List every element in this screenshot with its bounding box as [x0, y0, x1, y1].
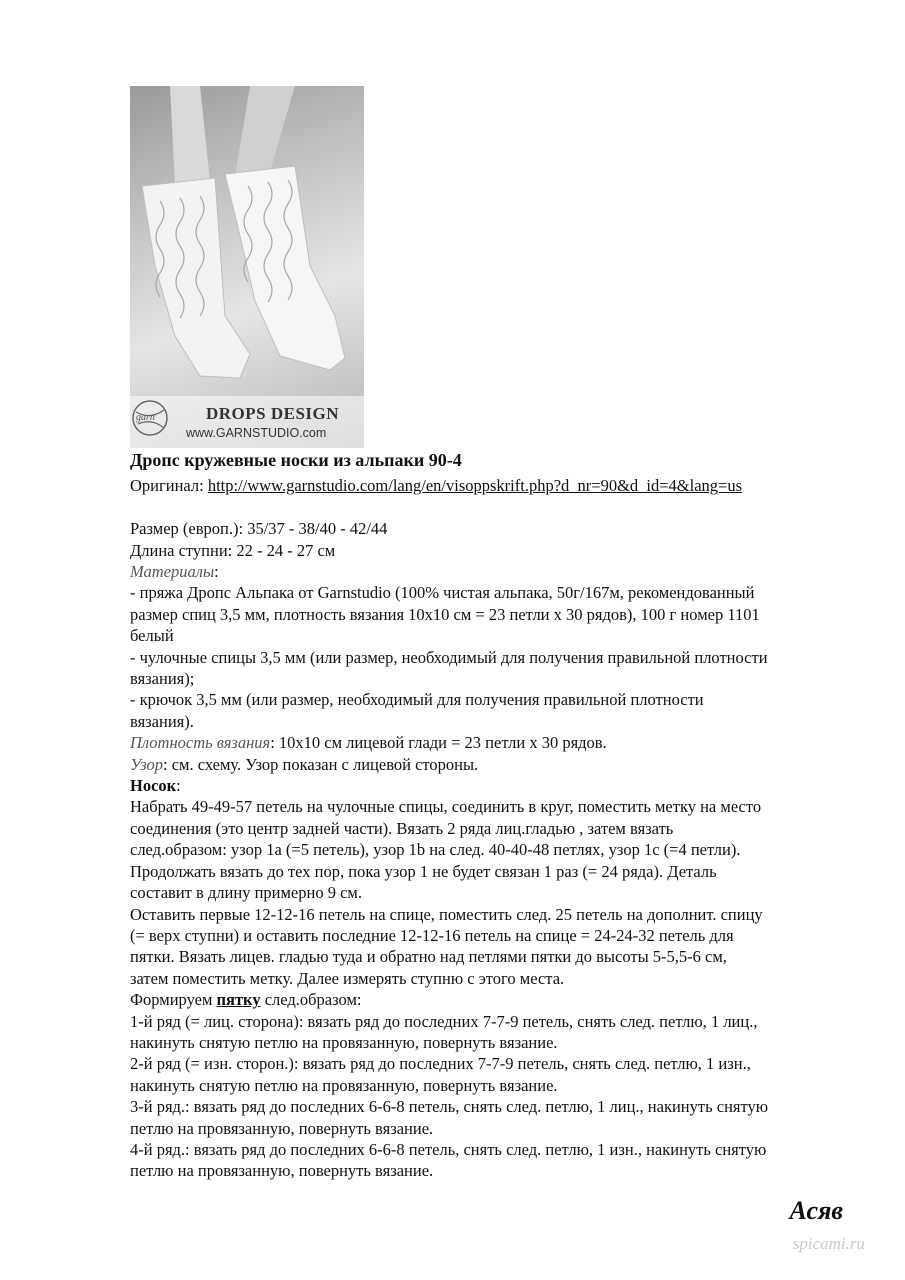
paragraph-line: Набрать 49-49-57 петель на чулочные спицы, соединить в круг, поместить метку на место	[130, 797, 762, 817]
author-signature: Асяв	[789, 1196, 843, 1225]
original-link[interactable]: http://www.garnstudio.com/lang/en/visoppskrift.php?d_nr=90&d_id=4&lang=us	[207, 476, 743, 496]
paragraph-line: 1-й ряд (= лиц. сторона): вязать ряд до последних 7-7-9 петель, снять след. петлю, 1 лиц.,	[130, 1011, 758, 1031]
paragraph-line: след.образом: узор 1а (=5 петель), узор 1b на след. 40-40-48 петлях, узор 1с (=4 петли).	[130, 840, 741, 860]
list-item: - чулочные спицы 3,5 мм (или размер, необходимый для получения правильной плотности	[130, 647, 768, 667]
materials-list	[130, 582, 850, 732]
heel-rows	[130, 1011, 850, 1182]
sock-photo	[130, 86, 364, 448]
paragraph-line: пятки. Вязать лицев. гладью туда и обратно над петлями пятки до высоты 5-5,5-6 см,	[130, 947, 727, 967]
list-item: белый	[130, 626, 174, 646]
paragraph-line: накинуть снятую петлю на провязанную, повернуть вязание.	[130, 1032, 558, 1052]
heel-heading: Формируем пятку след.образом:	[130, 990, 362, 1010]
list-item: - крючок 3,5 мм (или размер, необходимый для получения правильной плотности	[130, 690, 704, 710]
paragraph-line: Оставить первые 12-12-16 петель на спице, поместить след. 25 петель на дополнит. спицу	[130, 904, 763, 924]
pattern-line: Узор: см. схему. Узор показан с лицевой стороны.	[130, 754, 479, 774]
sock-instructions	[130, 796, 850, 989]
garn-logo-icon	[130, 396, 174, 438]
spacer	[130, 497, 850, 518]
svg-text:garn: garn	[136, 412, 155, 423]
original-line	[130, 475, 850, 496]
brand-url: www.GARNSTUDIO.com	[186, 426, 327, 440]
list-item: размер спиц 3,5 мм, плотность вязания 10х10 см = 23 петли х 30 рядов), 100 г номер 1101	[130, 604, 760, 624]
materials-heading: Материалы:	[130, 562, 219, 582]
original-label: Оригинал:	[130, 476, 208, 496]
document-body	[130, 450, 850, 1182]
sock-illustration	[130, 86, 364, 448]
paragraph-line: 2-й ряд (= изн. сторон.): вязать ряд до последних 7-7-9 петель, снять след. петлю, 1 изн.,	[130, 1054, 751, 1074]
brand-title: DROPS DESIGN	[206, 404, 340, 423]
sock-heading: Носок:	[130, 776, 181, 796]
paragraph-line: соединения (это центр задней части). Вязать 2 ряда лиц.гладью , затем вязать	[130, 818, 674, 838]
list-item: вязания);	[130, 669, 195, 689]
paragraph-line: Продолжать вязать до тех пор, пока узор 1 не будет связан 1 раз (= 24 ряда). Деталь	[130, 861, 717, 881]
paragraph-line: (= верх ступни) и оставить последние 12-12-16 петель на спице = 24-24-32 петель для	[130, 925, 734, 945]
list-item: - пряжа Дропс Альпака от Garnstudio (100% чистая альпака, 50г/167м, рекомендованный	[130, 583, 755, 603]
paragraph-line: накинуть снятую петлю на провязанную, повернуть вязание.	[130, 1075, 558, 1095]
paragraph-line: петлю на провязанную, повернуть вязание.	[130, 1118, 434, 1138]
page-title: Дропс кружевные носки из альпаки 90-4	[130, 450, 462, 470]
size-line: Размер (европ.): 35/37 - 38/40 - 42/44	[130, 519, 388, 539]
paragraph-line: затем поместить метку. Далее измерять ступню с этого места.	[130, 968, 565, 988]
list-item: вязания).	[130, 711, 194, 731]
leg-left	[170, 86, 210, 186]
brand-overlay	[130, 396, 364, 448]
paragraph-line: 3-й ряд.: вязать ряд до последних 6-6-8 петель, снять след. петлю, 1 лиц., накинуть снятую	[130, 1097, 769, 1117]
foot-length-line: Длина ступни: 22 - 24 - 27 см	[130, 540, 336, 560]
paragraph-line: петлю на провязанную, повернуть вязание.	[130, 1161, 434, 1181]
paragraph-line: составит в длину примерно 9 см.	[130, 883, 362, 903]
gauge-line: Плотность вязания: 10х10 см лицевой глади = 23 петли х 30 рядов.	[130, 733, 607, 753]
paragraph-line: 4-й ряд.: вязать ряд до последних 6-6-8 петель, снять след. петлю, 1 изн., накинуть снятую	[130, 1139, 767, 1159]
watermark: spicami.ru	[792, 1234, 865, 1253]
leg-right	[235, 86, 295, 176]
